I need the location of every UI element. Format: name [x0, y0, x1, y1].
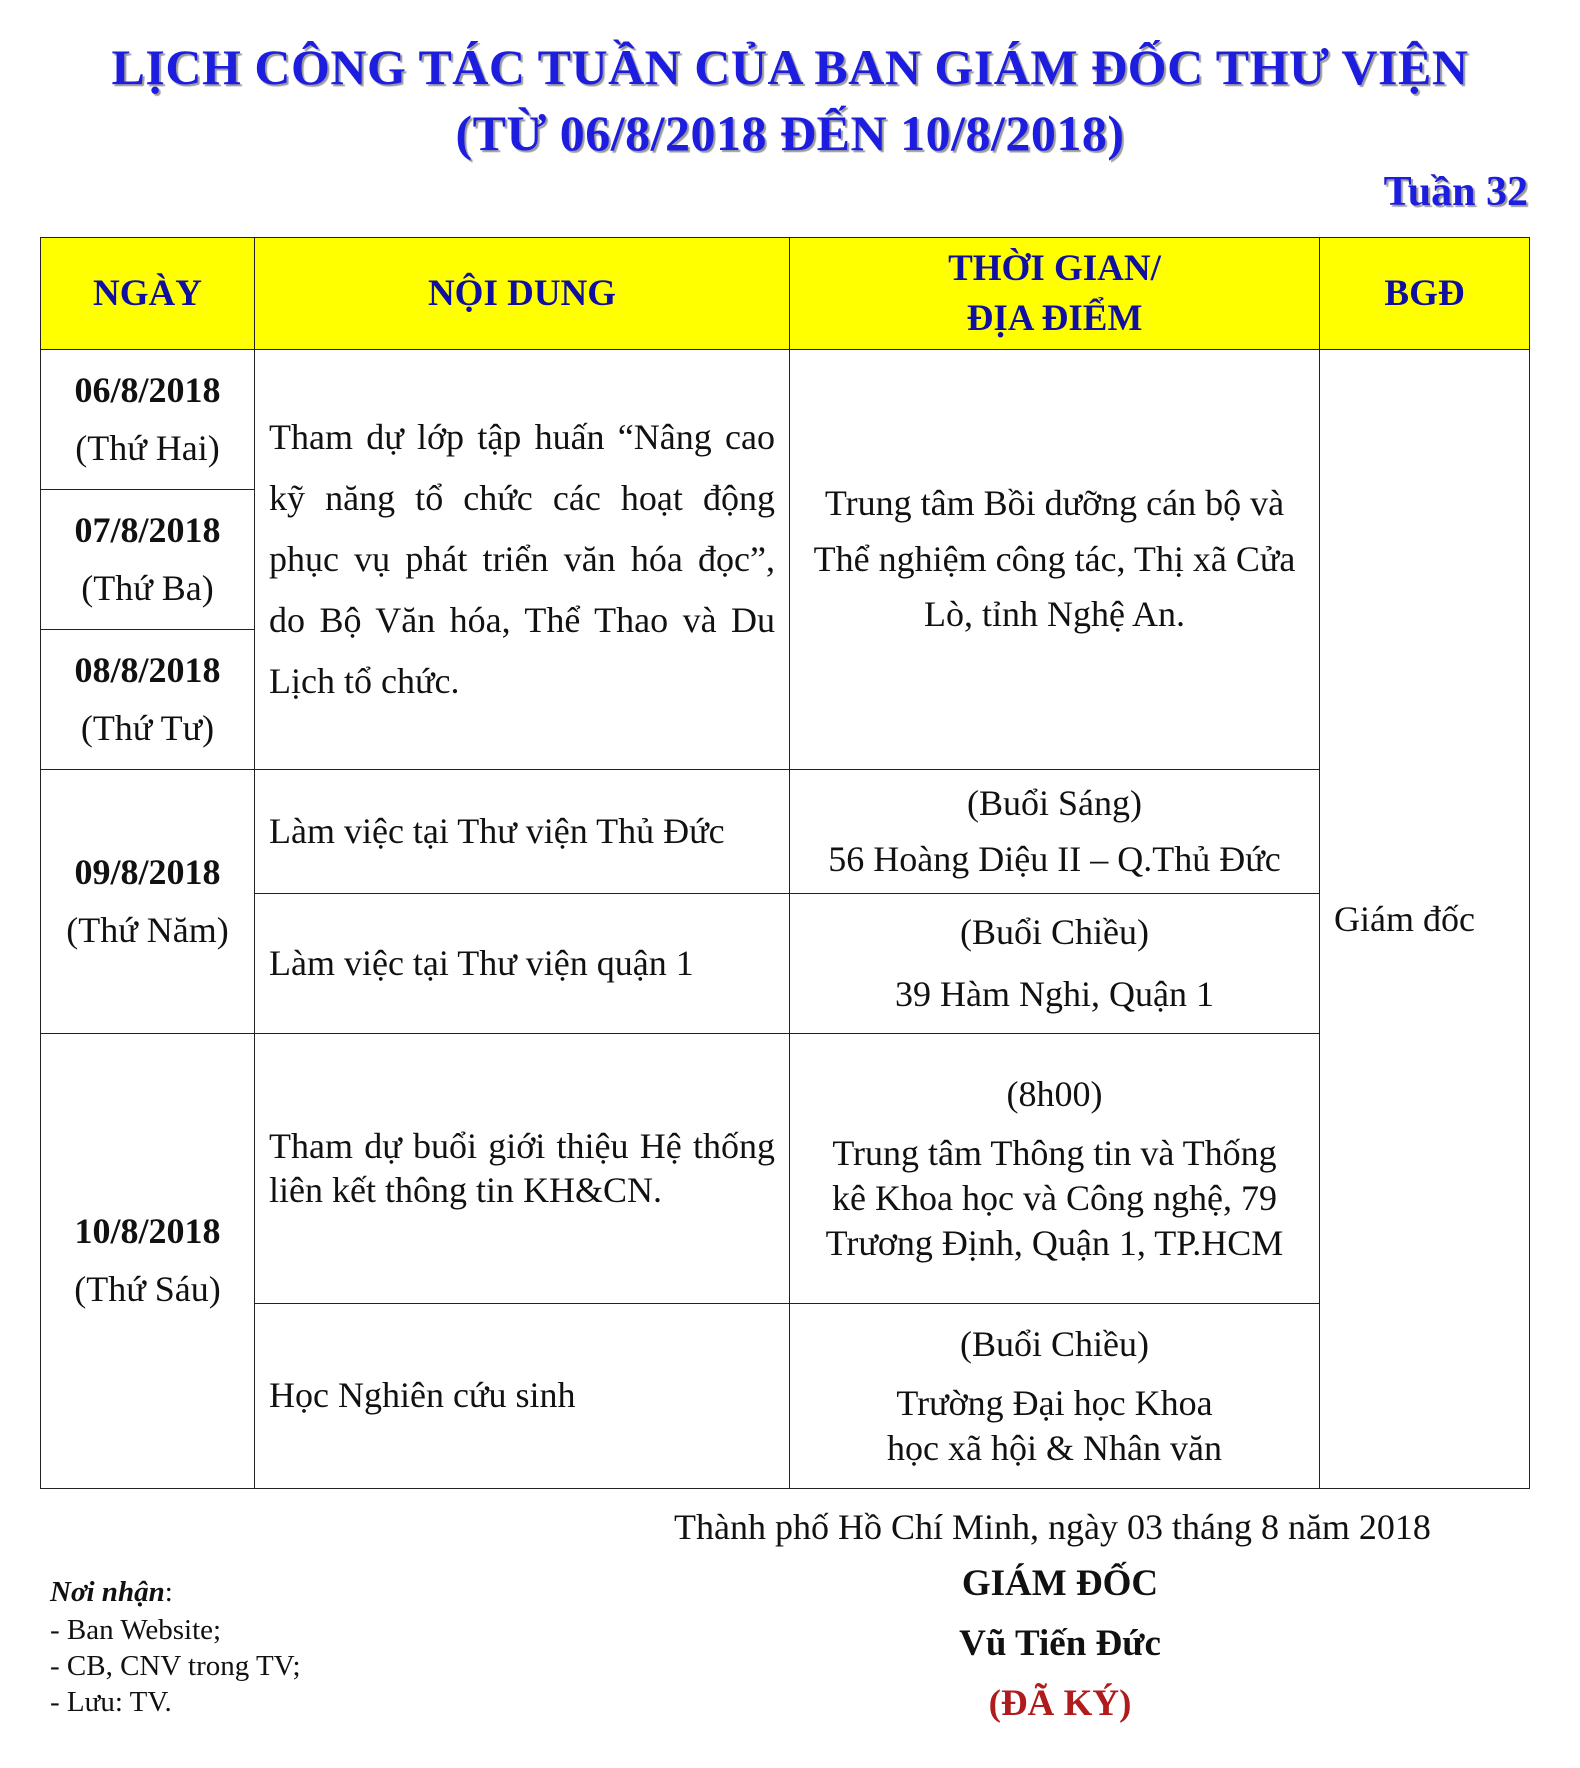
- time-place-cell: [790, 770, 1320, 894]
- schedule-table: [40, 237, 1530, 1489]
- recipient-item: - CB, CNV trong TV;: [50, 1650, 301, 1682]
- time-place-cell: [790, 1034, 1320, 1304]
- date-cell: [41, 630, 255, 770]
- content-cell: Tham dự lớp tập huấn “Nâng cao kỹ năng tổ chức các hoạt động phục vụ phát triển văn hóa đọc”, do Bộ Văn hóa, Thể Thao và Du Lịch tổ chức.: [255, 350, 790, 770]
- weekday: (Thứ Hai): [75, 427, 220, 468]
- place-value: Trường Đại học Khoa học xã hội & Nhân văn: [887, 1382, 1222, 1468]
- board-member-cell: Giám đốc: [1320, 350, 1530, 1489]
- place-value: 39 Hàm Nghi, Quận 1: [895, 973, 1214, 1014]
- recipient-item: - Lưu: TV.: [50, 1686, 172, 1718]
- time-place-cell: [790, 1304, 1320, 1489]
- weekday: (Thứ Tư): [80, 707, 215, 748]
- date-value: 09/8/2018: [74, 851, 221, 892]
- date-value: 08/8/2018: [74, 649, 221, 690]
- date-value: 10/8/2018: [74, 1211, 221, 1252]
- time-value: (Buổi Chiều): [960, 912, 1149, 953]
- column-header-board: BGĐ: [1320, 238, 1530, 350]
- date-value: 06/8/2018: [74, 369, 221, 410]
- time-place-cell: [790, 894, 1320, 1034]
- content-cell: Làm việc tại Thư viện quận 1: [255, 894, 790, 1034]
- weekday: (Thứ Ba): [81, 567, 214, 608]
- table-header-row: [41, 238, 1530, 350]
- content-cell: Tham dự buổi giới thiệu Hệ thống liên kết thông tin KH&CN.: [255, 1034, 790, 1304]
- column-header-place: ĐỊA ĐIỂM: [966, 297, 1143, 339]
- place-value: Trung tâm Thông tin và Thống kê Khoa học và Công nghệ, 79 Trương Định, Quận 1, TP.HCM: [825, 1132, 1284, 1263]
- date-cell: [41, 350, 255, 490]
- column-header-content: NỘI DUNG: [255, 238, 790, 350]
- time-value: (8h00): [1006, 1073, 1103, 1114]
- column-header-date: NGÀY: [41, 238, 255, 350]
- signing-date-line: Thành phố Hồ Chí Minh, ngày 03 tháng 8 năm 2018: [674, 1507, 1431, 1547]
- date-cell: [41, 1034, 255, 1489]
- date-cell: [41, 770, 255, 1034]
- date-cell: [41, 490, 255, 630]
- signer-name: Vũ Tiến Đức: [959, 1623, 1161, 1664]
- week-number: Tuần 32: [1383, 169, 1528, 215]
- table-row: [41, 894, 1530, 1034]
- content-cell: Học Nghiên cứu sinh: [255, 1304, 790, 1489]
- signer-title: GIÁM ĐỐC: [961, 1563, 1159, 1604]
- column-header-time-place: [790, 238, 1320, 350]
- signed-note: (ĐÃ KÝ): [988, 1683, 1132, 1724]
- recipients-heading-text: Nơi nhận: [50, 1576, 165, 1608]
- table-row: [41, 1304, 1530, 1489]
- recipient-item: - Ban Website;: [50, 1614, 222, 1646]
- place-value: 56 Hoàng Diệu II – Q.Thủ Đức: [828, 838, 1281, 879]
- table-row: [41, 1034, 1530, 1304]
- column-header-time: THỜI GIAN/: [948, 247, 1161, 289]
- time-value: (Buổi Sáng): [967, 782, 1142, 823]
- content-cell: Làm việc tại Thư viện Thủ Đức: [255, 770, 790, 894]
- time-value: (Buổi Chiều): [960, 1323, 1149, 1364]
- table-row: [41, 770, 1530, 894]
- date-value: 07/8/2018: [74, 509, 221, 550]
- table-row: [41, 350, 1530, 490]
- place-cell: Trung tâm Bồi dưỡng cán bộ và Thể nghiệm công tác, Thị xã Cửa Lò, tỉnh Nghệ An.: [790, 350, 1320, 770]
- weekday: (Thứ Sáu): [74, 1269, 221, 1309]
- recipients-heading: Nơi nhận:: [50, 1576, 173, 1608]
- date-range-subtitle: (TỪ 06/8/2018 ĐẾN 10/8/2018): [455, 105, 1125, 161]
- page-title: LỊCH CÔNG TÁC TUẦN CỦA BAN GIÁM ĐỐC THƯ VIỆN: [111, 39, 1469, 95]
- weekday: (Thứ Năm): [66, 909, 229, 950]
